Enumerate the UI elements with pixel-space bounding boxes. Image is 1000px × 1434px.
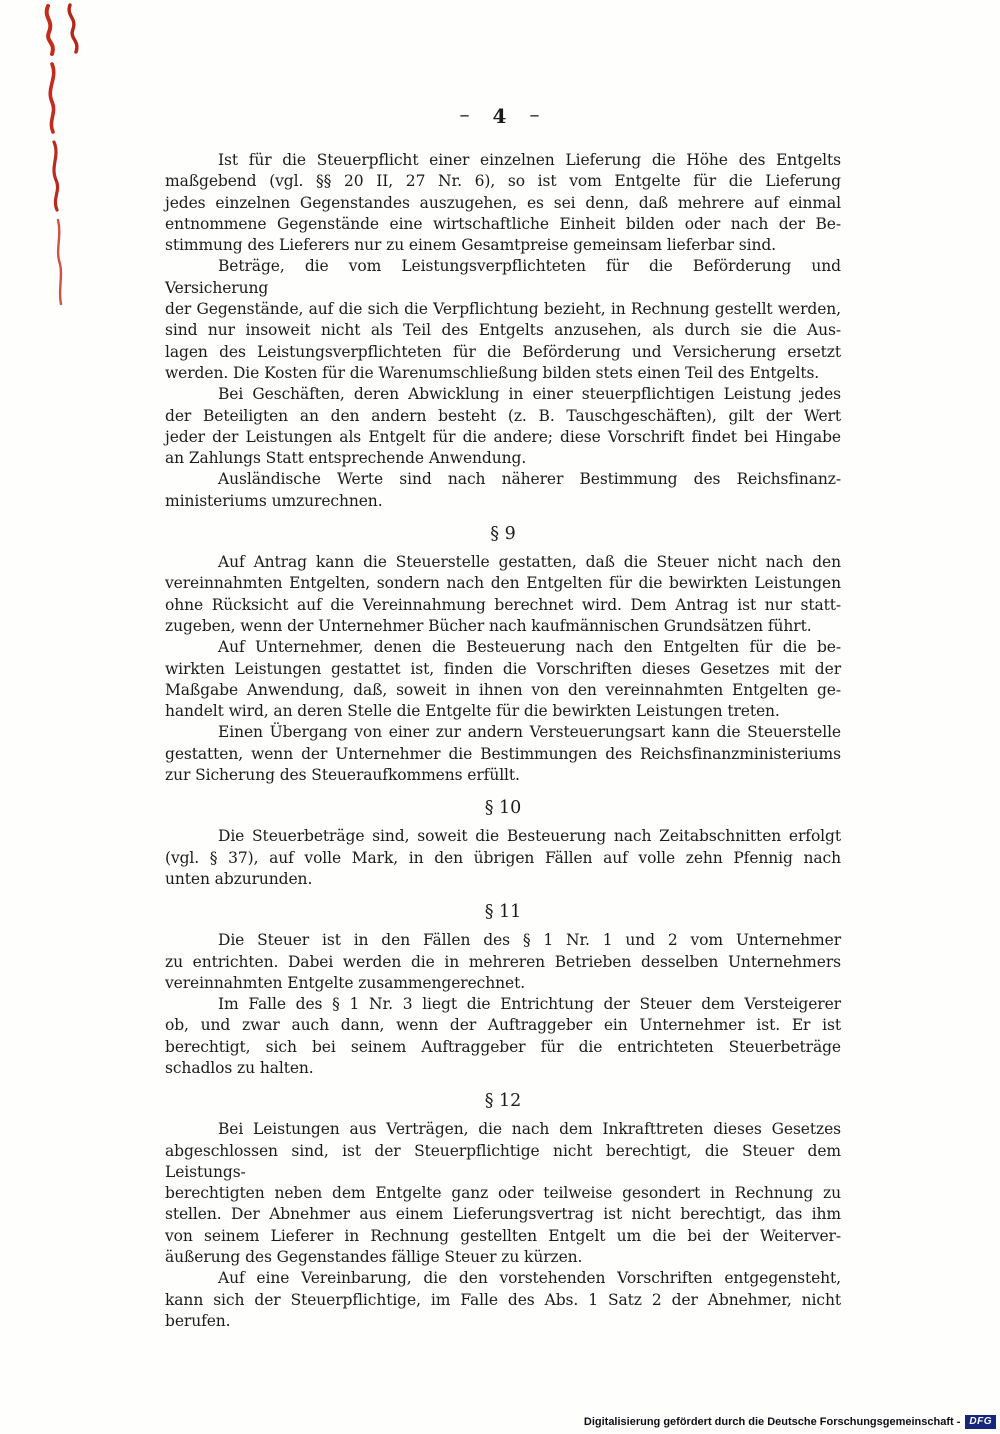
text-line: Auf Unternehmer, denen die Besteuerung nach den Entgelten für die be- [218,638,841,657]
text-line: vereinnahmten Entgelte zusammengerechnet. [165,973,526,992]
section-heading: § 10 [484,798,522,819]
paragraph [165,826,841,890]
text-line: Auf Antrag kann die Steuerstelle gestatten, daß die Steuer nicht nach den [218,553,841,572]
text-line: zur Sicherung des Steueraufkommens erfüllt. [165,766,520,785]
text-line: stellen. Der Abnehmer aus einem Lieferungsvertrag ist nicht berechtigt, das ihm [165,1205,841,1224]
text-line: entnommene Gegenstände eine wirtschaftliche Einheit bilden oder nach der Be- [165,214,841,233]
paragraph [165,1119,841,1268]
text-line: berufen. [165,1311,231,1330]
text-line: Ist für die Steuerpflicht einer einzelnen Lieferung die Höhe des Entgelts [218,151,841,169]
text-line: Die Steuer ist in den Fällen des § 1 Nr. 1 und 2 vom Unternehmer [218,931,841,950]
text-line: an Zahlungs Statt entsprechende Anwendung. [165,449,527,468]
paragraph [165,994,841,1079]
text-line: maßgebend (vgl. §§ 20 II, 27 Nr. 6), so ist vom Entgelte für die Lieferung [165,172,841,191]
text-line: der Gegenstände, auf die sich die Verpflichtung bezieht, in Rechnung gestellt werden, [165,300,841,319]
text-line: ministeriums umzurechnen. [165,491,383,510]
text-line: Beträge, die vom Leistungsverpflichteten für die Beförderung und Versicherung [165,257,841,297]
text-line: abgeschlossen sind, ist der Steuerpflichtige nicht berechtigt, die Steuer dem Leistungs- [165,1141,841,1181]
page-number-header [0,104,1000,128]
text-line: wirkten Leistungen gestattet ist, finden die Vorschriften dieses Gesetzes mit der [165,659,841,678]
paragraph [165,552,841,637]
text-line: Bei Leistungen aus Verträgen, die nach dem Inkrafttreten dieses Gesetzes [218,1120,841,1139]
section-heading: § 9 [490,524,516,545]
text-line: unten abzurunden. [165,869,313,888]
text-line: ohne Rücksicht auf die Vereinnahmung berechnet wird. Dem Antrag ist nur statt- [165,595,841,614]
paragraph [165,722,841,786]
dfg-logo: DFG [965,1415,996,1429]
text-line: jeder der Leistungen als Entgelt für die andere; diese Vorschrift findet bei Hingabe [165,427,841,446]
text-line: zu entrichten. Dabei werden die in mehreren Betrieben desselben Unternehmers [165,952,841,971]
text-line: jedes einzelnen Gegenstandes auszugehen, es sei denn, daß mehrere auf einmal [165,193,841,212]
paragraph [165,930,841,994]
digitization-credit-text: Digitalisierung gefördert durch die Deutsche Forschungsgemeinschaft - [583,1416,961,1428]
page-number-dash-left: – [459,102,471,126]
paragraph [165,384,841,469]
text-line: Auf eine Vereinbarung, die den vorstehenden Vorschriften entgegensteht, [218,1269,841,1288]
text-line: ob, und zwar auch dann, wenn der Auftraggeber ein Unternehmer ist. Er ist [165,1016,841,1035]
text-line: (vgl. § 37), auf volle Mark, in den übrigen Fällen auf volle zehn Pfennig nach [165,848,841,867]
text-line: Maßgabe Anwendung, daß, soweit in ihnen von den vereinnahmten Entgelten ge- [165,680,841,699]
text-line: Einen Übergang von einer zur andern Versteuerungsart kann die Steuerstelle [218,723,841,742]
section-heading: § 11 [484,902,522,923]
digitization-footer [584,1415,996,1429]
text-line: Im Falle des § 1 Nr. 3 liegt die Entrichtung der Steuer dem Versteigerer [218,995,841,1014]
text-line: Die Steuerbeträge sind, soweit die Besteuerung nach Zeitabschnitten erfolgt [218,827,841,846]
page-number: 4 [492,104,508,128]
paragraph [165,637,841,722]
section-heading: § 12 [484,1091,522,1112]
text-line: Bei Geschäften, deren Abwicklung in einer steuerpflichtigen Leistung jedes [218,385,841,404]
text-line: Ausländische Werte sind nach näherer Bestimmung des Reichsfinanz- [218,470,841,489]
text-line: gestatten, wenn der Unternehmer die Bestimmungen des Reichsfinanzministeriums [165,744,841,763]
text-line: vereinnahmten Entgelten, sondern nach den Entgelten für die bewirkten Leistungen [165,574,841,593]
paragraph [165,1268,841,1332]
red-pen-marks [30,2,100,312]
page-number-dash-right: – [529,102,541,126]
text-line: kann sich der Steuerpflichtige, im Falle des Abs. 1 Satz 2 der Abnehmer, nicht [165,1290,841,1309]
paragraph [165,256,841,384]
text-line: der Beteiligten an den andern besteht (z. B. Tauschgeschäften), gilt der Wert [165,406,841,425]
text-line: berechtigten neben dem Entgelte ganz oder teilweise gesondert in Rechnung zu [165,1184,841,1203]
text-line: äußerung des Gegenstandes fällige Steuer zu kürzen. [165,1248,583,1267]
paragraph [165,469,841,512]
text-line: werden. Die Kosten für die Warenumschließung bilden stets einen Teil des Entgelts. [165,363,820,382]
text-column [165,150,841,1332]
paragraph [165,150,841,256]
text-line: sind nur insoweit nicht als Teil des Entgelts anzusehen, als durch sie die Aus- [165,321,841,340]
text-line: berechtigt, sich bei seinem Auftraggeber für die entrichteten Steuerbeträge [165,1037,841,1056]
text-line: von seinem Lieferer in Rechnung gestellten Entgelt um die bei der Weiterver- [165,1226,841,1245]
text-line: stimmung des Lieferers nur zu einem Gesamtpreise gemeinsam lieferbar sind. [165,236,776,255]
text-line: zugeben, wenn der Unternehmer Bücher nach kaufmännischen Grundsätzen führt. [165,616,812,635]
text-line: handelt wird, an deren Stelle die Entgelte für die bewirkten Leistungen treten. [165,702,780,721]
text-line: lagen des Leistungsverpflichteten für die Beförderung und Versicherung ersetzt [165,342,841,361]
text-line: schadlos zu halten. [165,1058,314,1077]
